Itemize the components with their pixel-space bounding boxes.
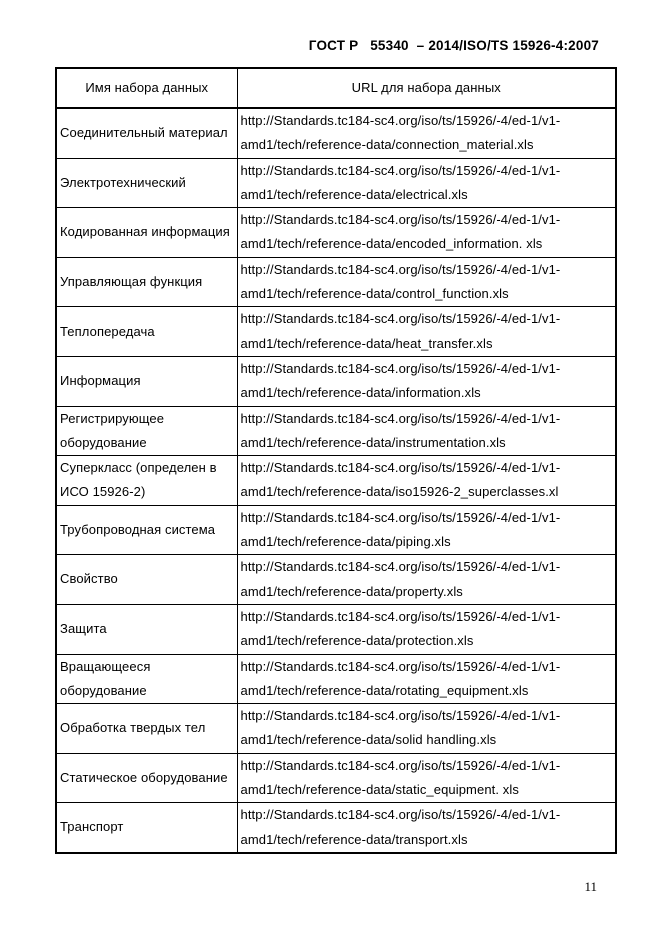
table-row	[56, 406, 616, 456]
dataset-url-cell: http://Standards.tc184-sc4.org/iso/ts/15926/-4/ed-1/v1-amd1/tech/reference-data/connection_material.xls	[237, 108, 616, 158]
table-row	[56, 604, 616, 654]
dataset-name-cell: Информация	[56, 356, 237, 406]
dataset-url-cell: http://Standards.tc184-sc4.org/iso/ts/15926/-4/ed-1/v1-amd1/tech/reference-data/transport.xls	[237, 803, 616, 853]
dataset-url-cell: http://Standards.tc184-sc4.org/iso/ts/15926/-4/ed-1/v1-amd1/tech/reference-data/control_function.xls	[237, 257, 616, 307]
column-header-name: Имя набора данных	[56, 68, 237, 108]
table-row	[56, 257, 616, 307]
dataset-url-cell: http://Standards.tc184-sc4.org/iso/ts/15926/-4/ed-1/v1-amd1/tech/reference-data/protection.xls	[237, 604, 616, 654]
dataset-url-cell: http://Standards.tc184-sc4.org/iso/ts/15926/-4/ed-1/v1-amd1/tech/reference-data/piping.xls	[237, 505, 616, 555]
table-row	[56, 704, 616, 754]
dataset-url-cell: http://Standards.tc184-sc4.org/iso/ts/15926/-4/ed-1/v1-amd1/tech/reference-data/heat_transfer.xls	[237, 307, 616, 357]
table-row	[56, 158, 616, 208]
table-row	[56, 505, 616, 555]
dataset-url-cell: http://Standards.tc184-sc4.org/iso/ts/15926/-4/ed-1/v1-amd1/tech/reference-data/instrumentation.xls	[237, 406, 616, 456]
dataset-url-cell: http://Standards.tc184-sc4.org/iso/ts/15926/-4/ed-1/v1-amd1/tech/reference-data/electrical.xls	[237, 158, 616, 208]
dataset-table	[55, 67, 617, 854]
dataset-name-cell: Электротехнический	[56, 158, 237, 208]
table-row	[56, 654, 616, 704]
table-row	[56, 555, 616, 605]
dataset-name-cell: Соединительный материал	[56, 108, 237, 158]
table-row	[56, 803, 616, 853]
dataset-url-cell: http://Standards.tc184-sc4.org/iso/ts/15926/-4/ed-1/v1-amd1/tech/reference-data/iso15926-2_superclasses.xl	[237, 456, 616, 506]
table-row	[56, 456, 616, 506]
table-row	[56, 307, 616, 357]
table-header-row	[56, 68, 616, 108]
dataset-name-cell: Вращающееся оборудование	[56, 654, 237, 704]
table-row	[56, 356, 616, 406]
dataset-name-cell: Управляющая функция	[56, 257, 237, 307]
page-number: 11	[584, 879, 597, 894]
dataset-url-cell: http://Standards.tc184-sc4.org/iso/ts/15926/-4/ed-1/v1-amd1/tech/reference-data/information.xls	[237, 356, 616, 406]
dataset-url-cell: http://Standards.tc184-sc4.org/iso/ts/15926/-4/ed-1/v1-amd1/tech/reference-data/property.xls	[237, 555, 616, 605]
table-row	[56, 108, 616, 158]
column-header-url: URL для набора данных	[237, 68, 616, 108]
dataset-name-cell: Трубопроводная система	[56, 505, 237, 555]
dataset-url-cell: http://Standards.tc184-sc4.org/iso/ts/15926/-4/ed-1/v1-amd1/tech/reference-data/static_equipment. xls	[237, 753, 616, 803]
dataset-url-cell: http://Standards.tc184-sc4.org/iso/ts/15926/-4/ed-1/v1-amd1/tech/reference-data/solid handling.xls	[237, 704, 616, 754]
dataset-name-cell: Регистрирующее оборудование	[56, 406, 237, 456]
dataset-name-cell: Суперкласс (определен в ИСО 15926-2)	[56, 456, 237, 506]
page-header: ГОСТ Р 55340 – 2014/ISO/TS 15926-4:2007	[308, 38, 599, 53]
table-row	[56, 753, 616, 803]
dataset-name-cell: Обработка твердых тел	[56, 704, 237, 754]
dataset-url-cell: http://Standards.tc184-sc4.org/iso/ts/15926/-4/ed-1/v1-amd1/tech/reference-data/encoded_information. xls	[237, 208, 616, 258]
dataset-name-cell: Транспорт	[56, 803, 237, 853]
dataset-name-cell: Статическое оборудование	[56, 753, 237, 803]
table-row	[56, 208, 616, 258]
dataset-name-cell: Кодированная информация	[56, 208, 237, 258]
dataset-name-cell: Свойство	[56, 555, 237, 605]
dataset-url-cell: http://Standards.tc184-sc4.org/iso/ts/15926/-4/ed-1/v1-amd1/tech/reference-data/rotating_equipment.xls	[237, 654, 616, 704]
dataset-name-cell: Защита	[56, 604, 237, 654]
dataset-name-cell: Теплопередача	[56, 307, 237, 357]
